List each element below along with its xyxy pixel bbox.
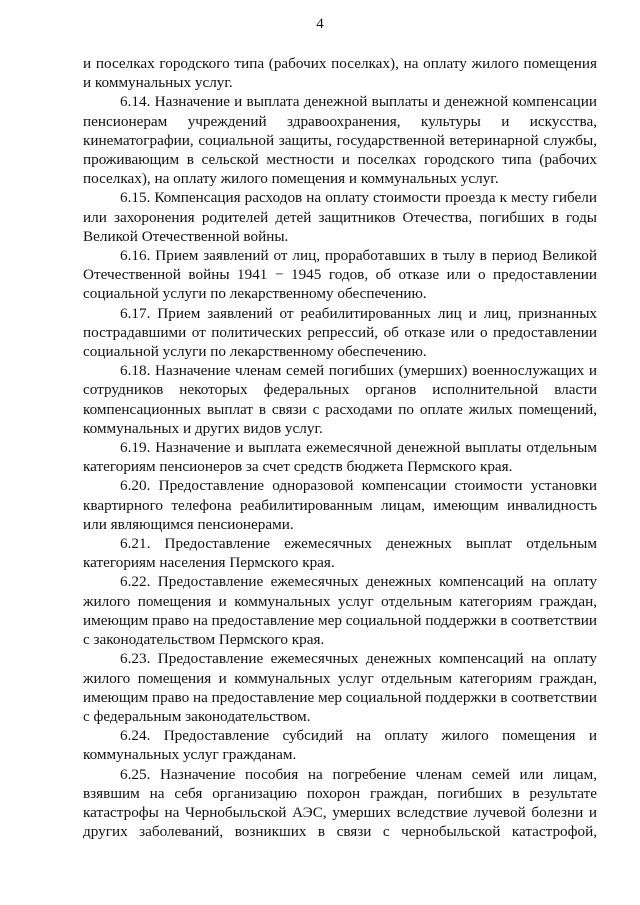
paragraph-6-22: 6.22. Предоставление ежемесячных денежных компенсаций на оплату жилого помещения и коммунальных услуг отдельным категориям граждан, имеющим право на предоставление мер социальной поддержки в соответствии с законодательством Пермского края. xyxy=(83,573,598,649)
paragraph-continuation: и поселках городского типа (рабочих поселках), на оплату жилого помещения и коммунальных услуг. xyxy=(83,55,597,92)
paragraph-6-17: 6.17. Прием заявлений от реабилитированных лиц и лиц, признанных пострадавшими от политических репрессий, об отказе или о предоставлении социальной услуги по лекарственному обеспечению. xyxy=(83,304,597,361)
paragraph-6-18: 6.18. Назначение членам семей погибших (умерших) военнослужащих и сотрудников некоторых федеральных органов исполнительной власти компенсационных выплат в связи с расходами по оплате жилых помещений, коммунальных и других видов услуг. xyxy=(83,362,597,437)
page-number: 4 xyxy=(316,16,324,32)
paragraph-6-15: 6.15. Компенсация расходов на оплату стоимости проезда к месту гибели или захоронения родителей детей защитников Отечества, погибших в годы Великой Отечественной войны. xyxy=(83,189,597,245)
paragraph-6-25: 6.25. Назначение пособия на погребение членам семей или лицам, взявшим на себя организацию похорон граждан, погибших в результате катастрофы на Чернобыльской АЭС, умерших вследствие лучевой болезни и других заболеваний, возникших в связи с чернобыльской катастрофой, xyxy=(83,765,597,841)
paragraph-6-14: 6.14. Назначение и выплата денежной выплаты и денежной компенсации пенсионерам учреждений здравоохранения, культуры и искусства, кинематографии, социальной защиты, государственной ветеринарной службы, проживающим в сельской местности и поселках городского типа (рабочих поселках), на оплату жилого помещения и коммунальных услуг. xyxy=(83,93,597,188)
paragraph-6-23: 6.23. Предоставление ежемесячных денежных компенсаций на оплату жилого помещения и коммунальных услуг отдельным категориям граждан, имеющим право на предоставление мер социальной поддержки в соответствии с федеральным законодательством. xyxy=(83,650,598,725)
paragraph-6-24: 6.24. Предоставление субсидий на оплату жилого помещения и коммунальных услуг гражданам. xyxy=(83,727,597,764)
paragraph-6-20: 6.20. Предоставление одноразовой компенсации стоимости установки квартирного телефона реабилитированным лицам, имеющим инвалидность или являющимся пенсионерами. xyxy=(83,477,597,533)
paragraph-6-19: 6.19. Назначение и выплата ежемесячной денежной выплаты отдельным категориям пенсионеров за счет средств бюджета Пермского края. xyxy=(83,439,597,476)
document-body xyxy=(83,54,597,841)
paragraph-6-16: 6.16. Прием заявлений от лиц, проработавших в тылу в период Великой Отечественной войны 1941 − 1945 годов, об отказе или о предоставлении социальной услуги по лекарственному обеспечению. xyxy=(83,247,597,303)
paragraph-6-21: 6.21. Предоставление ежемесячных денежных выплат отдельным категориям населения Пермского края. xyxy=(83,535,597,572)
